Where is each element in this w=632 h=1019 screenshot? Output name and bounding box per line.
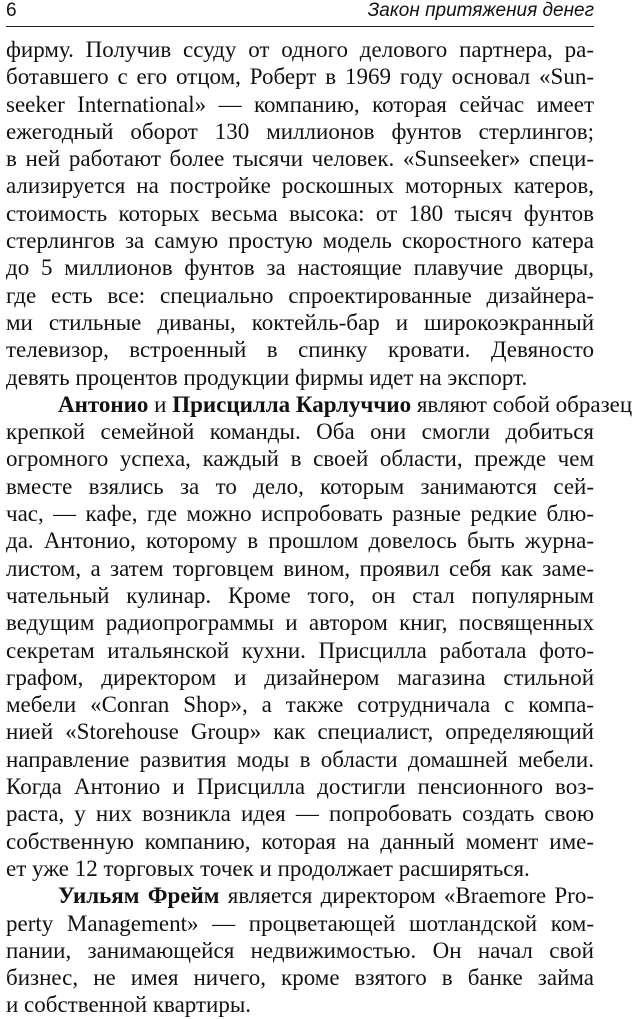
body-text (6, 36, 632, 1019)
text-line (6, 118, 594, 145)
bold-name: Уильям Фрейм (58, 883, 220, 909)
text-segment: чательный кулинар. Кроме того, он стал популярным (6, 582, 594, 608)
running-header (6, 0, 594, 27)
paragraph (6, 882, 594, 1018)
text-line (6, 418, 594, 445)
text-segment: телевизор, встроенный в спинку кровати. Девяносто (6, 337, 594, 363)
text-segment: собственную компанию, которая на данный момент име- (6, 828, 594, 854)
text-line (6, 254, 594, 281)
text-segment: раста, у них возникла идея — попробовать создать свою (6, 801, 594, 827)
text-segment: бизнес, не имея ничего, кроме взятого в банке займа (6, 965, 594, 991)
text-segment: час, — кафе, где можно испробовать разные редкие блю- (6, 501, 594, 527)
text-segment: и (148, 391, 173, 417)
text-segment: ведущим радиопрограммы и автором книг, посвященных (6, 610, 594, 636)
text-segment: направление развития моды в области домашней мебели. (6, 746, 594, 772)
text-segment: девять процентов продукции фирмы идет на экспорт. (6, 364, 528, 390)
page-number: 6 (6, 0, 17, 21)
text-line (6, 637, 594, 664)
text-line (6, 282, 594, 309)
text-line (6, 63, 594, 90)
text-line (6, 227, 594, 254)
text-segment: ботавшего с его отцом, Роберт в 1969 году основал «Sun- (6, 64, 594, 90)
text-line (6, 691, 594, 718)
bold-name: Антонио (58, 391, 149, 417)
text-line (6, 991, 594, 1018)
text-segment: ализируется на постройке роскошных моторных катеров, (6, 173, 594, 199)
text-segment: листом, а затем торговцем вином, проявил себя как заме- (6, 555, 594, 581)
text-segment: секретам итальянской кухни. Присцилла работала фото- (6, 637, 594, 663)
text-segment: графом, директором и дизайнером магазина стильной (6, 664, 594, 690)
text-line (6, 336, 594, 363)
text-line (6, 473, 594, 500)
text-line (6, 882, 594, 909)
running-title: Закон притяжения денег (367, 0, 594, 21)
text-line (6, 855, 594, 882)
text-line (6, 36, 594, 63)
text-segment: ет уже 12 торговых точек и продолжает расширяться. (6, 855, 530, 881)
text-segment: ми стильные диваны, коктейль-бар и широкоэкранный (6, 309, 594, 335)
text-segment: фирму. Получив ссуду от одного делового партнера, ра- (6, 37, 594, 62)
text-segment: является директором «Braemore Pro- (219, 883, 594, 909)
text-segment: являют собой образец (411, 391, 632, 417)
text-segment: крепкой семейной команды. Оба они смогли добиться (6, 419, 594, 445)
text-segment: нией «Storehouse Group» как специалист, определяющий (6, 719, 594, 745)
text-segment: где есть все: специально спроектированные дизайнера- (6, 282, 594, 308)
text-line (6, 200, 594, 227)
text-line (6, 773, 594, 800)
text-line (6, 664, 594, 691)
bold-name: Присцилла Карлуччио (172, 391, 412, 417)
text-line (6, 828, 594, 855)
text-line (6, 800, 594, 827)
text-line (6, 582, 594, 609)
text-line (6, 527, 594, 554)
text-segment: стерлингов за самую простую модель скоростного катера (6, 228, 594, 254)
text-line (6, 746, 594, 773)
text-segment: в ней работают более тысячи человек. «Sunseeker» специ- (6, 146, 594, 172)
text-segment: ежегодный оборот 130 миллионов фунтов стерлингов; (6, 118, 594, 144)
text-line (6, 910, 594, 937)
text-line (6, 91, 594, 118)
paragraph (6, 36, 594, 391)
text-line (6, 964, 594, 991)
text-segment: seeker International» — компанию, которая сейчас имеет (6, 91, 594, 117)
text-line (6, 309, 594, 336)
text-segment: perty Management» — процветающей шотландской ком- (6, 910, 594, 936)
text-line (6, 555, 594, 582)
text-segment: стоимость которых весьма высока: от 180 тысяч фунтов (6, 200, 594, 226)
text-segment: вместе взялись за то дело, которым занимаются сей- (6, 473, 594, 499)
text-segment: пании, занимающейся недвижимостью. Он начал свой (6, 937, 594, 963)
text-line (6, 500, 594, 527)
text-line (6, 145, 594, 172)
text-line (6, 937, 594, 964)
text-line (6, 445, 594, 472)
text-line (6, 172, 594, 199)
text-segment: огромного успеха, каждый в своей области, прежде чем (6, 446, 594, 472)
text-line (6, 718, 594, 745)
text-segment: до 5 миллионов фунтов за настоящие плавучие дворцы, (6, 255, 594, 281)
text-segment: да. Антонио, которому в прошлом довелось быть журна- (6, 528, 594, 554)
text-line (6, 609, 594, 636)
text-segment: Когда Антонио и Присцилла достигли пенсионного воз- (6, 774, 594, 800)
text-segment: мебели «Conran Shop», а также сотрудничала с компа- (6, 692, 594, 718)
text-line (6, 364, 594, 391)
paragraph (6, 391, 632, 882)
text-segment: и собственной квартиры. (6, 992, 252, 1018)
text-line (6, 391, 632, 418)
